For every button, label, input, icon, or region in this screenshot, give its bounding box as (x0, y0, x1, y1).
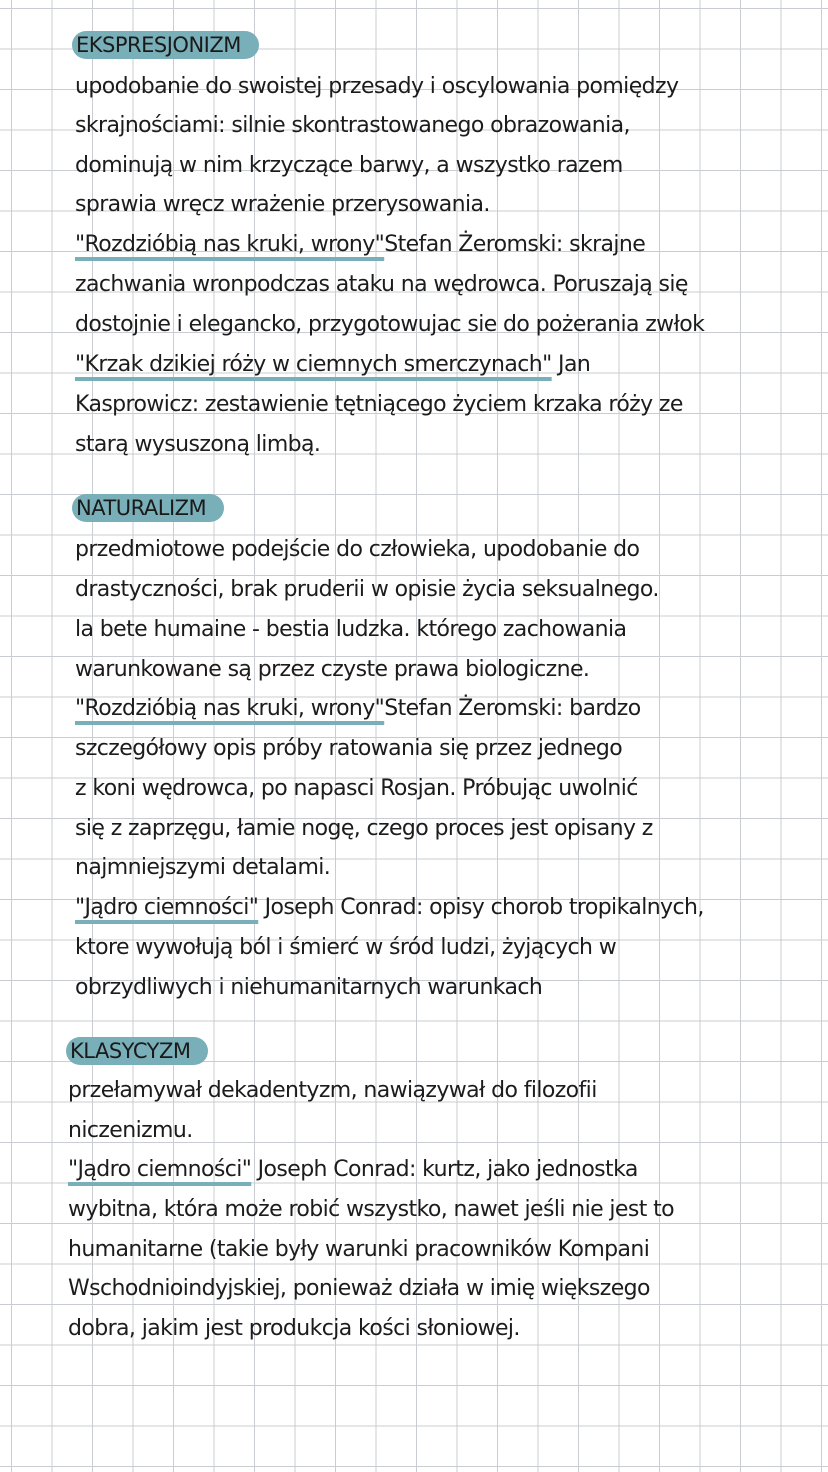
section-heading: KLASYCYZM (66, 1037, 208, 1065)
text-line: szczegółowy opis próby ratowania się przez jednego (75, 736, 623, 761)
work-title: "Rozdzióbią nas kruki, wrony" (75, 696, 385, 721)
work-title: "Krzak dzikiej róży w ciemnych smerczynach" (75, 352, 552, 377)
text-line: przedmiotowe podejście do człowieka, upodobanie do (75, 537, 640, 562)
text-line: dominują w nim krzyczące barwy, a wszystko razem (75, 153, 623, 178)
text-line: "Jądro ciemności" Joseph Conrad: opisy chorob tropikalnych, (75, 895, 704, 920)
text-line: "Rozdzióbią nas kruki, wrony"Stefan Żeromski: bardzo (75, 696, 641, 721)
work-title: "Jądro ciemności" (68, 1157, 252, 1182)
text-line: la bete humaine - bestia ludzka. którego zachowania (75, 617, 627, 642)
text-line: Kasprowicz: zestawienie tętniącego życiem krzaka róży ze (75, 392, 683, 417)
text-line: obrzydliwych i niehumanitarnych warunkach (75, 975, 543, 1000)
text-line: "Krzak dzikiej róży w ciemnych smerczynach" Jan (75, 352, 591, 377)
text-line: zachwania wronpodczas ataku na wędrowca. Poruszają się (75, 272, 688, 297)
text-line: sprawia wręcz wrażenie przerysowania. (75, 192, 490, 217)
text-line: wybitna, która może robić wszystko, nawet jeśli nie jest to (68, 1197, 675, 1222)
text-line: starą wysuszoną limbą. (75, 432, 321, 457)
text-line: niczenizmu. (68, 1118, 193, 1143)
section-heading: NATURALIZM (72, 494, 224, 522)
text-line: Wschodnioindyjskiej, ponieważ działa w imię większego (68, 1276, 650, 1301)
work-title: "Jądro ciemności" (75, 895, 259, 920)
text-line: drastyczności, brak pruderii w opisie życia seksualnego. (75, 577, 659, 602)
text-line: się z zaprzęgu, łamie nogę, czego proces jest opisany z (75, 816, 653, 841)
work-title: "Rozdzióbią nas kruki, wrony" (75, 232, 385, 257)
text-line: najmniejszymi detalami. (75, 855, 331, 880)
text-line: "Jądro ciemności" Joseph Conrad: kurtz, jako jednostka (68, 1157, 638, 1182)
text-line: dostojnie i elegancko, przygotowujac sie do pożerania zwłok (75, 312, 705, 337)
text-line: "Rozdzióbią nas kruki, wrony"Stefan Żeromski: skrajne (75, 232, 646, 257)
text-line: przełamywał dekadentyzm, nawiązywał do filozofii (68, 1078, 597, 1103)
section-heading: EKSPRESJONIZM (72, 31, 259, 59)
text-line: upodobanie do swoistej przesady i oscylowania pomiędzy (75, 74, 679, 99)
text-line: warunkowane są przez czyste prawa biologiczne. (75, 657, 590, 682)
text-line: z koni wędrowca, po napasci Rosjan. Próbując uwolnić (75, 776, 638, 801)
text-line: dobra, jakim jest produkcja kości słoniowej. (68, 1316, 520, 1341)
text-line: humanitarne (takie były warunki pracowników Kompani (68, 1237, 650, 1262)
text-line: skrajnościami: silnie skontrastowanego obrazowania, (75, 113, 630, 138)
text-line: ktore wywołują ból i śmierć w śród ludzi, żyjących w (75, 935, 617, 960)
